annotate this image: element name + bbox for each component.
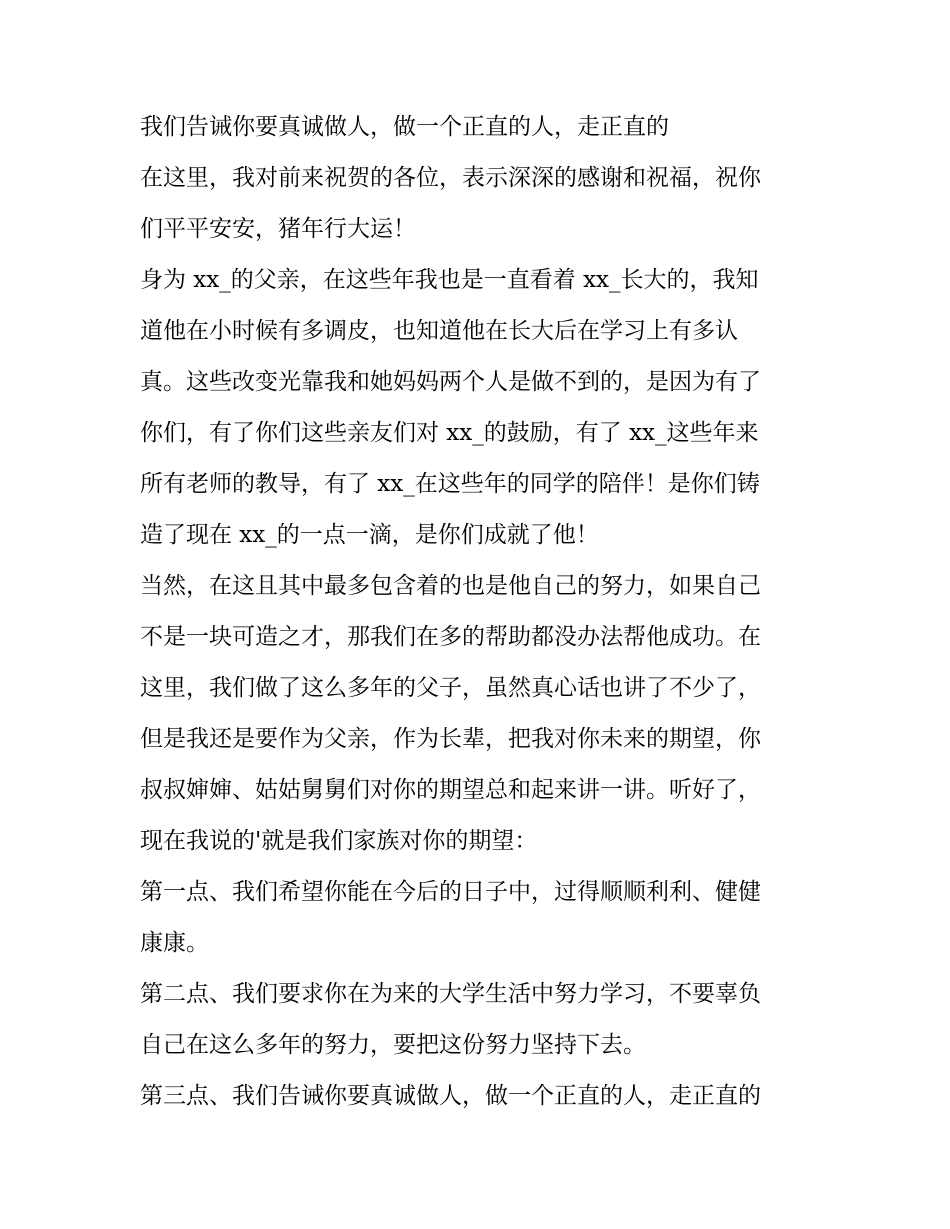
- text-line: 身为 xx_的父亲，在这些年我也是一直看着 xx_长大的，我知: [140, 267, 759, 293]
- text-line: 叔叔婶婶、姑姑舅舅们对你的期望总和起来讲一讲。听好了，: [140, 777, 761, 803]
- text-line: 造了现在 xx_的一点一滴，是你们成就了他！: [140, 522, 599, 548]
- text-line: 真。这些改变光靠我和她妈妈两个人是做不到的，是因为有了: [140, 369, 761, 395]
- text-line: 所有老师的教导，有了 xx_在这些年的同学的陪伴！是你们铸: [140, 471, 760, 497]
- text-line: 自己在这么多年的努力，要把这份努力坚持下去。: [140, 1032, 646, 1058]
- text-line: 你们，有了你们这些亲友们对 xx_的鼓励，有了 xx_这些年来: [140, 420, 759, 446]
- text-line: 当然，在这且其中最多包含着的也是他自己的努力，如果自己: [140, 573, 761, 599]
- text-line: 第二点、我们要求你在为来的大学生活中努力学习，不要辜负: [140, 981, 761, 1007]
- text-line: 道他在小时候有多调皮，也知道他在长大后在学习上有多认: [140, 318, 738, 344]
- text-line: 在这里，我对前来祝贺的各位，表示深深的感谢和祝福，祝你: [140, 165, 761, 191]
- text-line: 但是我还是要作为父亲，作为长辈，把我对你未来的期望，你: [140, 726, 761, 752]
- text-line: 我们告诫你要真诚做人，做一个正直的人，走正直的: [140, 114, 669, 140]
- text-line: 第三点、我们告诫你要真诚做人，做一个正直的人，走正直的: [140, 1083, 761, 1109]
- text-line: 这里，我们做了这么多年的父子，虽然真心话也讲了不少了，: [140, 675, 761, 701]
- text-line: 们平平安安，猪年行大运！: [140, 216, 416, 242]
- text-line: 现在我说的'就是我们家族对你的期望：: [140, 828, 538, 854]
- text-line: 康康。: [140, 930, 209, 956]
- document-body: [140, 102, 820, 1122]
- text-line: 不是一块可造之才，那我们在多的帮助都没办法帮他成功。在: [140, 624, 761, 650]
- text-line: 第一点、我们希望你能在今后的日子中，过得顺顺利利、健健: [140, 879, 761, 905]
